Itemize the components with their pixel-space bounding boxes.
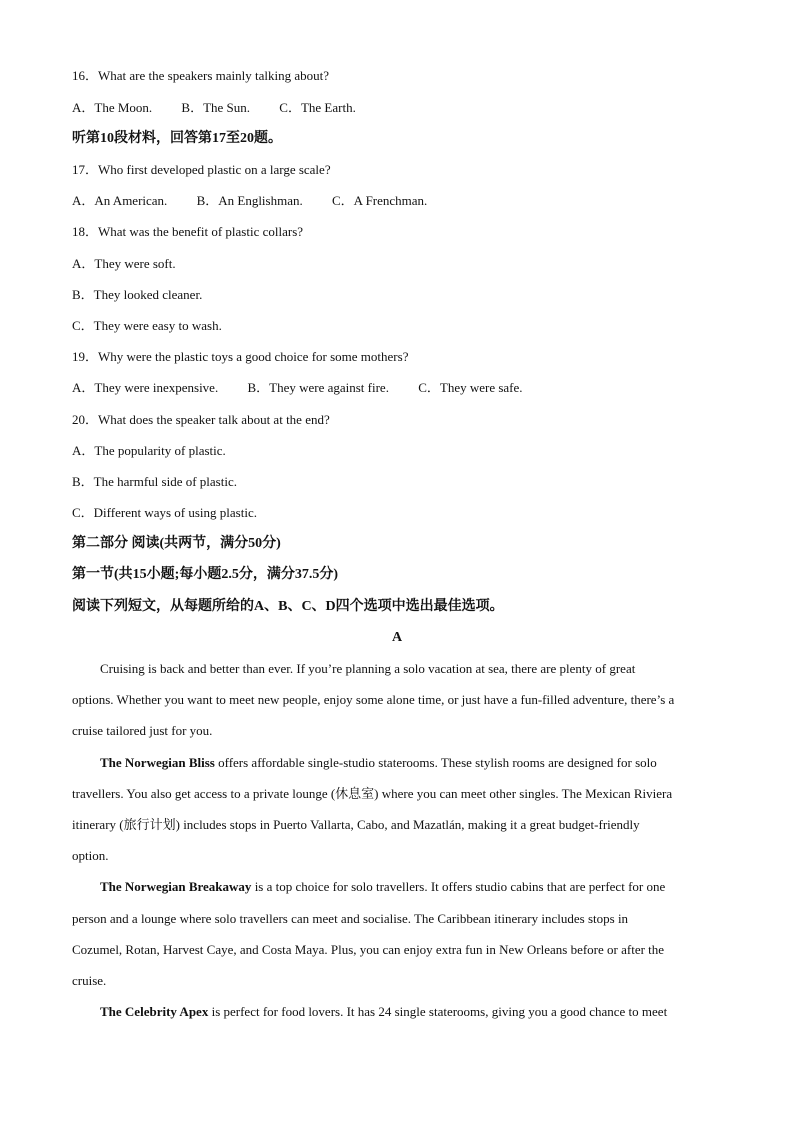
passage-text: is a top choice for solo travellers. It offers studio cabins that are perfect for one [251,879,666,894]
section-10-heading: 听第10段材料，回答第17至20题。 [72,131,282,146]
question-17: 17．Who first developed plastic on a large scale? [72,162,331,177]
ship-name: The Celebrity Apex [100,1004,209,1019]
option-a: A．An American. [72,193,168,208]
passage-line: person and a lounge where solo travellers can meet and socialise. The Caribbean itinerary includes stops in [72,911,629,926]
question-20: 20．What does the speaker talk about at the end? [72,412,330,427]
option-a: A．They were inexpensive. [72,380,219,395]
ship-name: The Norwegian Breakaway [100,879,252,894]
passage-line: travellers. You also get access to a private lounge (休息室) where you can meet other singles. The Mexican Riviera [72,786,673,801]
passage-text: is perfect for food lovers. It has 24 single staterooms, giving you a good chance to meet [208,1004,668,1019]
passage-line: options. Whether you want to meet new people, enjoy some alone time, or just have a fun-filled adventure, there’s a [72,692,675,707]
option-c: C．A Frenchman. [331,193,428,208]
part-2-heading: 第二部分 阅读(共两节，满分50分) [72,536,281,551]
passage-line [72,1003,724,1021]
question-18-option-a: A．They were soft. [72,256,176,271]
passage-line: Cruising is back and better than ever. If you’re planning a solo vacation at sea, there are plenty of great [100,661,636,676]
question-19: 19．Why were the plastic toys a good choice for some mothers? [72,349,409,364]
option-b: B．The Sun. [181,100,251,115]
passage-text: offers affordable single-studio staterooms. These stylish rooms are designed for solo [214,755,657,770]
question-18: 18．What was the benefit of plastic collars? [72,224,304,239]
question-16: 16．What are the speakers mainly talking about? [72,68,330,83]
passage-line: itinerary (旅行计划) includes stops in Puerto Vallarta, Cabo, and Mazatlán, making it a great budget-friendly [72,817,640,832]
reading-instruction: 阅读下列短文，从每题所给的A、B、C、D四个选项中选出最佳选项。 [72,599,504,614]
question-18-option-c: C．They were easy to wash. [72,318,222,333]
question-16-options [72,99,724,117]
option-b: B．An Englishman. [196,193,303,208]
passage-line: cruise tailored just for you. [72,723,213,738]
passage-line: cruise. [72,973,107,988]
question-18-option-b: B．They looked cleaner. [72,287,203,302]
question-20-option-c: C．Different ways of using plastic. [72,505,257,520]
question-17-options [72,192,724,210]
passage-line [72,878,724,896]
ship-name: The Norwegian Bliss [100,755,215,770]
option-a: A．The Moon. [72,100,153,115]
passage-line: option. [72,848,109,863]
question-19-options [72,379,724,397]
question-20-option-b: B．The harmful side of plastic. [72,474,237,489]
option-c: C．The Earth. [279,100,356,115]
section-1-heading: 第一节(共15小题;每小题2.5分，满分37.5分) [72,567,338,582]
passage-line [72,754,724,772]
option-b: B．They were against fire. [247,380,389,395]
passage-label: A [391,630,403,645]
passage-line: Cozumel, Rotan, Harvest Caye, and Costa Maya. Plus, you can enjoy extra fun in New Orleans before or after the [72,942,665,957]
question-20-option-a: A．The popularity of plastic. [72,443,226,458]
option-c: C．They were safe. [418,380,523,395]
